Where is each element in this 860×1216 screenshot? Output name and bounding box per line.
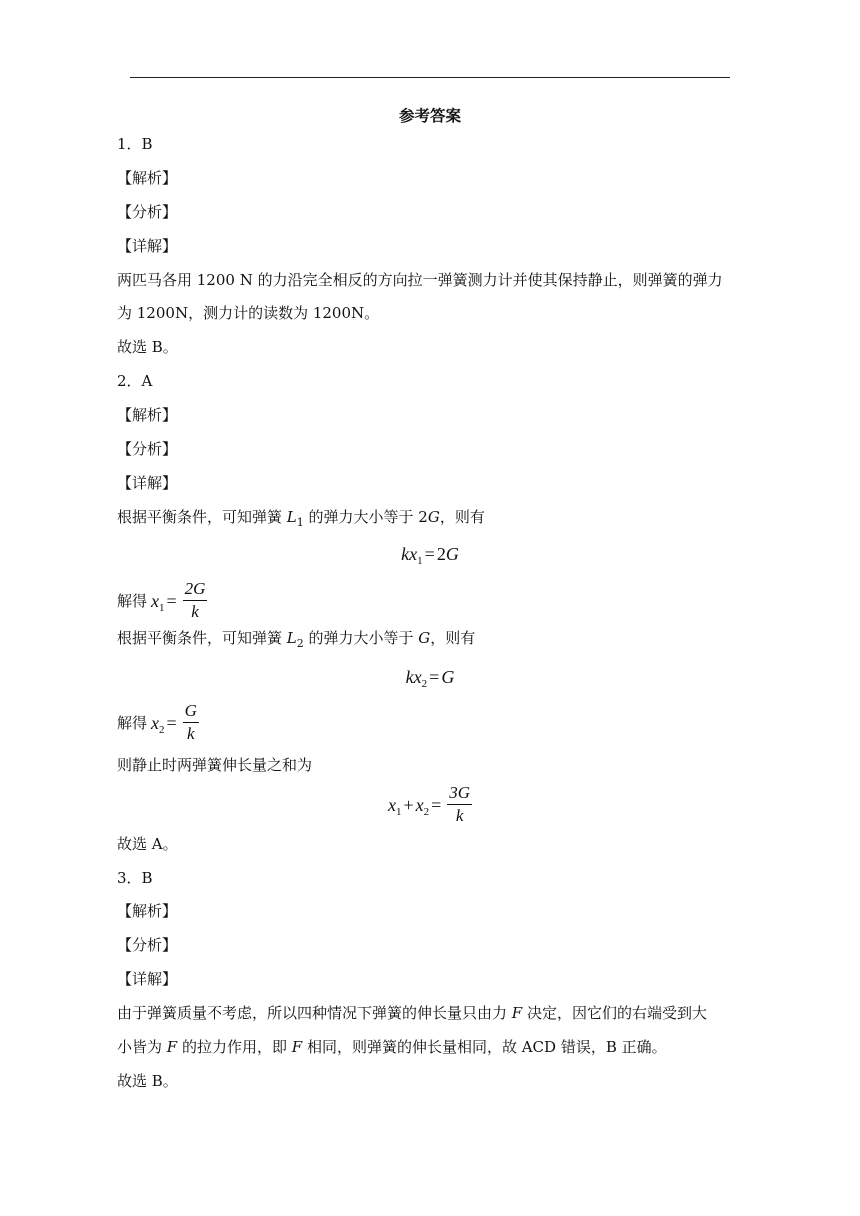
header-rule <box>130 77 730 78</box>
q3-explanation-line1: 由于弹簧质量不考虑，所以四种情况下弹簧的伸长量只由力 F 决定，因它们的右端受到大 <box>117 1004 707 1022</box>
q2-condition-line2: 根据平衡条件，可知弹簧 $L_2$ 的弹力大小等于 G，则有 <box>117 629 476 650</box>
page-title: 参考答案 <box>398 106 461 125</box>
q2-solve-line1: 解得 $x_1$ = $\frac{2G}{k}$ <box>117 579 206 621</box>
q2-sum-equation: $x_1 + x_2$ = $\frac{3G}{k}$ <box>387 783 471 825</box>
q2-answer: 故选 A。 <box>117 835 178 853</box>
fraction-3g-over-k: $\frac{3G}{k}$ <box>449 783 471 825</box>
q1-fenxi-label: 【分析】 <box>117 203 178 221</box>
q3-fenxi-label: 【分析】 <box>117 936 178 954</box>
q2-jiexi-label: 【解析】 <box>117 406 178 424</box>
q3-explanation-line2: 小皆为 F 的拉力作用，即 F 相同，则弹簧的伸长量相同，故 ACD 错误，B 正确。 <box>117 1038 667 1056</box>
q2-equation-2: $kx_2 = G$ <box>405 667 455 690</box>
q2-solve-line2: 解得 $x_2$ = $\frac{G}{k}$ <box>117 701 197 743</box>
q3-number: 3．B <box>117 869 153 887</box>
fraction-2g-over-k: $\frac{2G}{k}$ <box>184 579 206 621</box>
q1-number: 1．B <box>117 135 153 153</box>
q2-fenxi-label: 【分析】 <box>117 440 178 458</box>
q2-condition-line1: 根据平衡条件，可知弹簧 $L_1$ 的弹力大小等于 2G，则有 <box>117 508 485 529</box>
q3-xiangjie-label: 【详解】 <box>117 970 178 988</box>
q1-jiexi-label: 【解析】 <box>117 169 178 187</box>
q3-jiexi-label: 【解析】 <box>117 902 178 920</box>
q2-number: 2．A <box>117 372 153 390</box>
q2-equation-1: $kx_1 = 2G$ <box>401 544 459 567</box>
q3-answer: 故选 B。 <box>117 1072 178 1090</box>
fraction-g-over-k: $\frac{G}{k}$ <box>184 701 197 743</box>
q2-sum-text: 则静止时两弹簧伸长量之和为 <box>117 756 313 774</box>
q1-xiangjie-label: 【详解】 <box>117 237 178 255</box>
q2-xiangjie-label: 【详解】 <box>117 474 178 492</box>
q1-explanation-line1: 两匹马各用 1200 N 的力沿完全相反的方向拉一弹簧测力计并使其保持静止，则弹簧的弹力 <box>117 271 723 289</box>
q1-answer: 故选 B。 <box>117 338 178 356</box>
q1-explanation-line2: 为 1200N，测力计的读数为 1200N。 <box>117 304 380 322</box>
